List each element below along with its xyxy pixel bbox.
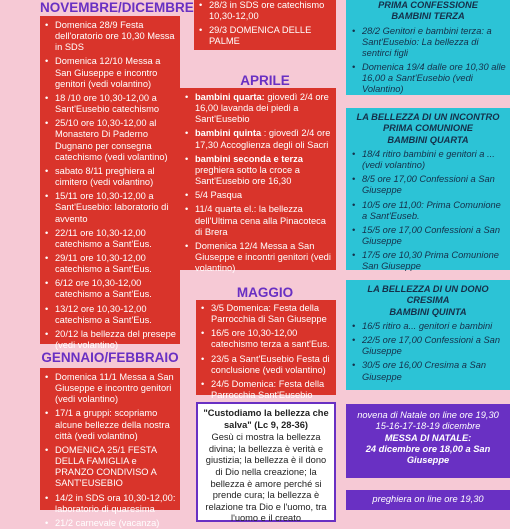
aprile-item: • bambini quinta : giovedì 2/4 ore 17,30 Accoglienza degli oli Sacri [183, 128, 332, 150]
header-aprile: APRILE [240, 73, 290, 88]
marzo-item: • 29/3 DOMENICA DELLE PALME [197, 25, 332, 47]
natale-line4: 24 dicembre ore 18,00 a San Giuseppe [365, 443, 491, 466]
prima-confessione-list [350, 26, 506, 96]
header-gennaio-febbraio: GENNAIO/FEBBRAIO [41, 350, 179, 365]
cresima-list [350, 321, 506, 383]
prima-confessione-item: • Domenica 19/4 dalle ore 10,30 alle 16,00 a Sant'Eusebio (vedi Volantino) [350, 62, 506, 95]
novembre-item: • Domenica 28/9 Festa dell'oratorio ore 10,30 Messa in SDS [43, 20, 176, 53]
gennaio-item: • 17/1 a gruppi: scopriamo alcune bellezze della nostra città (vedi volantino) [43, 408, 176, 441]
aprile-item: • bambini quarta: giovedì 2/4 ore 16,00 lavanda dei piedi a Sant'Eusebio [183, 92, 332, 125]
cresima-item: • 22/5 ore 17,00 Confessioni a San Giuseppe [350, 335, 506, 357]
marzo-box [194, 0, 336, 50]
note-body: Gesù ci mostra la bellezza divina; la bellezza è verità e giustizia; la bellezza è il dono di Dio nella creazione; la bellezza è amore perché si prende cura; la bellezza è relazione tra Dio e l'uomo, tra l'uomo e il creato [205, 432, 327, 524]
cresima-item: • 16/5 ritiro a... genitori e bambini [350, 321, 506, 332]
aprile-box [180, 88, 336, 274]
maggio-item: • 3/5 Domenica: Festa della Parrocchia di San Giuseppe [199, 303, 332, 325]
gennaio-item: • DOMENICA 25/1 FESTA DELLA FAMIGLIA e PRANZO CONDIVISO A SANT'EUSEBIO [43, 445, 176, 490]
gennaio-item: • 14/2 in SDS ora 10,30-12,00: laboratorio di quaresima [43, 493, 176, 515]
gennaio-item: • Domenica 11/1 Messa a San Giuseppe e incontro genitori (vedi volantino) [43, 372, 176, 405]
aprile-item: • bambini seconda e terza preghiera sotto la croce a Sant'Eusebio ore 16,30 [183, 154, 332, 187]
gennaio-febbraio-box [40, 368, 180, 528]
novembre-item: • 6/12 ore 10,30-12,00 catechismo a Sant'Eus. [43, 278, 176, 300]
prima-comunione-title: LA BELLEZZA DI UN INCONTRO PRIMA COMUNIONE BAMBINI QUARTA [356, 112, 500, 145]
prima-comunione-item: • 15/5 ore 17,00 Confessioni a San Giuseppe [350, 225, 506, 247]
maggio-item: • 23/5 a Sant'Eusebio Festa di conclusione (vedi volantino) [199, 354, 332, 376]
maggio-list [199, 303, 332, 401]
novembre-item: • 13/12 ore 10,30-12,00 catechismo a Sant'Eus. [43, 304, 176, 326]
maggio-item: • 24/5 Domenica: Festa della Parrocchia Sant'Eusebio [199, 379, 332, 401]
preghiera-box [346, 490, 510, 510]
novembre-item: • 29/11 ore 10,30-12,00 catechismo a Sant'Eus. [43, 253, 176, 275]
prima-confessione-item: • 28/2 Genitori e bambini terza: a Sant'Eusebio: La bellezza di sentirci figli [350, 26, 506, 59]
natale-line3: MESSA DI NATALE: [384, 432, 472, 443]
prima-comunione-item: • 17/5 ore 10,30 Prima Comunione San Giuseppe [350, 250, 506, 272]
prima-comunione-item: • 18/4 ritiro bambini e genitori a ...(vedi volantino) [350, 149, 506, 171]
prima-confessione-title: PRIMA CONFESSIONE BAMBINI TERZA [378, 0, 478, 22]
novembre-item: • 25/10 ore 10,30-12,00 al Monastero Di Paderno Dugnano per consegna catechismo (vedi volantino) [43, 118, 176, 163]
novembre-list [43, 20, 176, 351]
prima-comunione-item: • 8/5 ore 17,00 Confessioni a San Giuseppe [350, 174, 506, 196]
novembre-item: • 15/11 ore 10,30-12,00 a Sant'Eusebio: laboratorio di avvento [43, 191, 176, 224]
novembre-item: • sabato 8/11 preghiera al cimitero (vedi volantino) [43, 166, 176, 188]
aprile-item: • 11/4 quarta el.: la bellezza dell'Ultima cena alla Pinacoteca di Brera [183, 204, 332, 237]
novembre-item: • 18 /10 ore 10,30-12,00 a Sant'Eusebio catechismo [43, 93, 176, 115]
aprile-list [183, 92, 332, 274]
prima-confessione-box [346, 0, 510, 95]
header-maggio: MAGGIO [236, 285, 294, 300]
cresima-title: LA BELLEZZA DI UN DONO CRESIMA BAMBINI QUINTA [367, 284, 489, 317]
maggio-item: • 16/5 ore 10,30-12,00 catechismo terza a sant'Eus. [199, 328, 332, 350]
novembre-dicembre-box [40, 16, 180, 351]
novembre-item: • Domenica 12/10 Messa a San Giuseppe e incontro genitori (vedi volantino) [43, 56, 176, 89]
marzo-item: • 28/3 in SDS ore catechismo 10,30-12,00 [197, 0, 332, 22]
note-title: "Custodiamo la bellezza che salva" (Lc 9, 28-36) [203, 408, 329, 430]
natale-line1: novena di Natale on line ore 19,30 [357, 410, 499, 420]
natale-line2: 15-16-17-18-19 dicembre [375, 421, 481, 432]
gennaio-item: • 21/2 carnevale (vacanza) [43, 518, 176, 529]
novembre-item: • 22/11 ore 10,30-12,00 catechismo a Sant'Eus. [43, 228, 176, 250]
novembre-item: • 20/12 la bellezza del presepe (vedi volantino) [43, 329, 176, 351]
custodiamo-note [196, 402, 336, 522]
maggio-box [196, 300, 336, 401]
aprile-item: • 5/4 Pasqua [183, 190, 332, 201]
aprile-item: • Domenica 12/4 Messa a San Giuseppe e incontri genitori (vedi volantino) [183, 241, 332, 274]
prima-comunione-item: • 10/5 ore 11,00: Prima Comunione a Sant'Euseb. [350, 200, 506, 222]
preghiera-line1: preghiera on line ore 19,30 [372, 494, 484, 504]
gennaio-list [43, 372, 176, 529]
prima-comunione-list [350, 149, 506, 273]
cresima-box [346, 280, 510, 390]
marzo-list [197, 0, 332, 48]
header-novembre-dicembre: NOVEMBRE/DICEMBRE [40, 0, 194, 15]
cresima-item: • 30/5 ore 16,00 Cresima a San Giuseppe [350, 360, 506, 382]
prima-comunione-box [346, 108, 510, 270]
natale-box [346, 404, 510, 478]
